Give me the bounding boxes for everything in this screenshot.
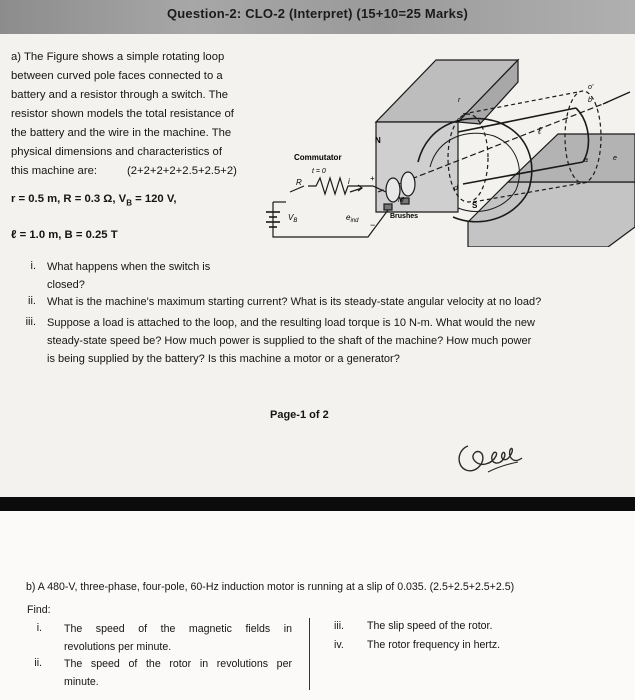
commutator-label: Commutator bbox=[294, 153, 342, 162]
column-divider bbox=[309, 618, 310, 690]
intro-line: physical dimensions and characteristics of bbox=[11, 146, 222, 158]
page-number: Page-1 of 2 bbox=[270, 409, 329, 421]
current-label: i bbox=[348, 177, 350, 186]
brushes-label: Brushes bbox=[390, 213, 419, 220]
intro-line: a) The Figure shows a simple rotating loop bbox=[11, 51, 225, 63]
rotating-loop-figure bbox=[258, 42, 635, 247]
b-i-text: The speed of the magnetic fields in revolutions per minute. bbox=[64, 623, 292, 653]
b-ii-number: ii. bbox=[34, 657, 42, 669]
s-pole-label: S bbox=[472, 201, 478, 210]
battery-label: $V_B$ bbox=[288, 213, 298, 224]
b-iv-number: iv. bbox=[334, 639, 344, 651]
intro-line: resistor shown models the total resistance of bbox=[11, 108, 234, 120]
m-label: M bbox=[398, 197, 404, 204]
intro-line: the battery and the wire in the machine. The bbox=[11, 127, 232, 139]
b-label: b bbox=[588, 97, 592, 104]
plus-sign: + bbox=[370, 174, 375, 183]
n-pole-label: N bbox=[375, 136, 381, 145]
intro-line: this machine are: bbox=[11, 165, 98, 177]
q-i-number: i. bbox=[30, 260, 36, 272]
minus-sign: − bbox=[370, 220, 376, 230]
marks-a: (2+2+2+2+2.5+2.5+2) bbox=[127, 165, 237, 177]
length-label: ℓ bbox=[538, 126, 542, 137]
question-title: Question-2: CLO-2 (Interpret) (15+10=25 Marks) bbox=[166, 6, 469, 21]
signature-image bbox=[452, 428, 532, 480]
q-ii-number: ii. bbox=[28, 295, 36, 307]
o-prime-label: o' bbox=[588, 84, 594, 91]
find-label: Find: bbox=[27, 604, 51, 616]
e-label: e bbox=[613, 155, 617, 162]
intro-line: between curved pole faces connected to a bbox=[11, 70, 223, 82]
params-line-1: r = 0.5 m, R = 0.3 Ω, $V_B = 120$ V, bbox=[11, 193, 177, 208]
params-line-2: ℓ = 1.0 m, B = 0.25 T bbox=[11, 229, 118, 241]
page-separator bbox=[0, 497, 635, 511]
q-iii-text: Suppose a load is attached to the loop, and the resulting load torque is 10 N-m. What would the new steady-state speed be? How much power is supplied to the shaft of the machine? How much power is being supplied by the battery? Is this machine a motor or a generator? bbox=[47, 317, 535, 365]
b-iii-text: The slip speed of the rotor. bbox=[367, 620, 493, 632]
d-label: d bbox=[454, 185, 458, 192]
part-b-question: b) A 480-V, three-phase, four-pole, 60-Hz induction motor is running at a slip of 0.035. (2.5+2.5+2.5+2.5) bbox=[26, 581, 515, 593]
c-label: c bbox=[457, 117, 461, 124]
r-small-label: r bbox=[458, 97, 461, 104]
part-a-intro bbox=[11, 48, 253, 181]
q-iii-number: iii. bbox=[25, 316, 36, 328]
intro-last-line bbox=[11, 162, 253, 181]
b-iii-number: iii. bbox=[334, 620, 345, 632]
eind-label: $e_{ind}$ bbox=[346, 213, 359, 224]
b-iv-text: The rotor frequency in hertz. bbox=[367, 639, 501, 651]
switch-label: t = 0 bbox=[312, 168, 326, 175]
q-ii-text: What is the machine's maximum starting current? What is its steady-state angular velocity at no load? bbox=[47, 296, 542, 308]
q-i-text: What happens when the switch is closed? bbox=[47, 261, 211, 291]
b-ii-text: The speed of the rotor in revolutions per minute. bbox=[64, 658, 292, 688]
resistor-label: R bbox=[296, 178, 302, 187]
a-label: a bbox=[584, 157, 588, 164]
b-i-number: i. bbox=[36, 622, 42, 634]
intro-line: battery and a resistor through a switch. The bbox=[11, 89, 229, 101]
